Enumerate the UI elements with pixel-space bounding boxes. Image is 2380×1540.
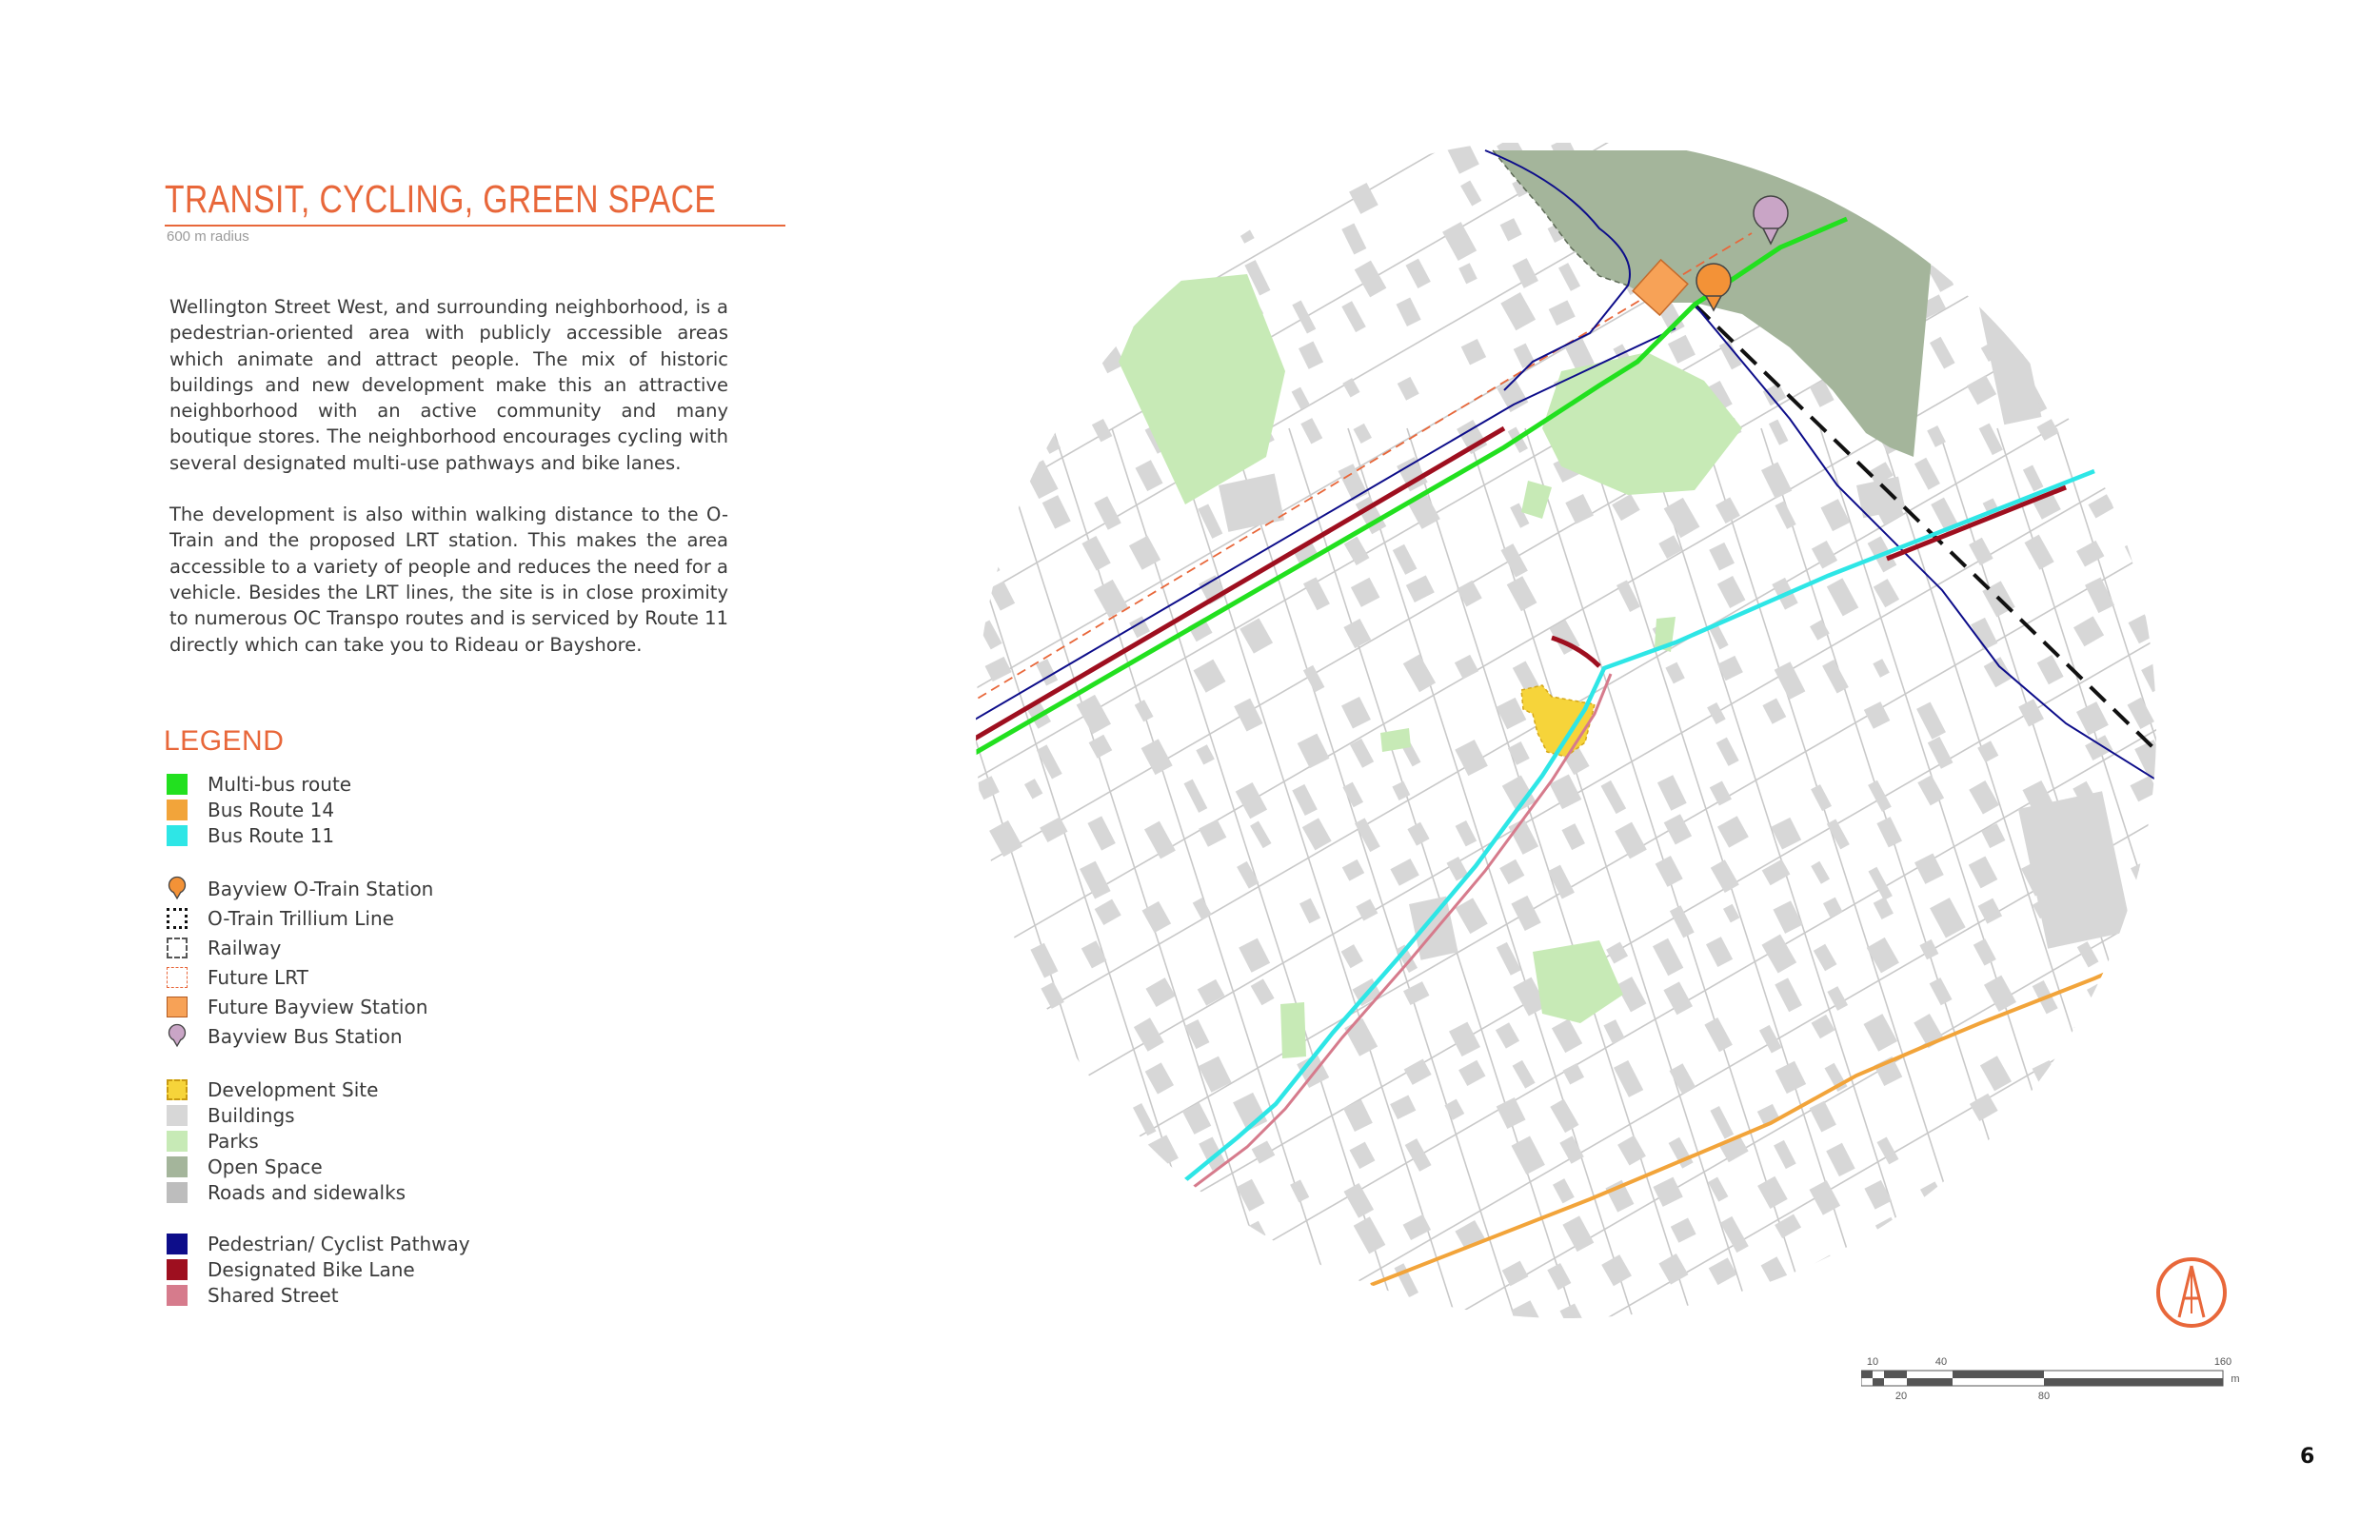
building xyxy=(2178,547,2190,572)
building xyxy=(1932,1218,1958,1254)
building xyxy=(1915,227,1938,257)
legend-label: Parks xyxy=(208,1129,259,1153)
pin-icon xyxy=(167,1026,188,1047)
legend-label: Shared Street xyxy=(208,1283,339,1307)
building xyxy=(1180,1264,1210,1300)
legend-item xyxy=(167,1179,470,1205)
building xyxy=(2077,1179,2098,1200)
building xyxy=(1040,1294,1068,1323)
page-subtitle: 600 m radius xyxy=(167,228,249,245)
building xyxy=(1079,1261,1104,1295)
building xyxy=(1142,1298,1169,1329)
building xyxy=(2087,984,2113,1019)
building xyxy=(1197,182,1216,205)
legend-label: Railway xyxy=(208,936,282,959)
building xyxy=(1040,1222,1068,1257)
building xyxy=(984,1302,1007,1327)
building xyxy=(2136,1146,2160,1176)
legend-label: Multi-bus route xyxy=(208,772,352,796)
building xyxy=(1130,1261,1152,1286)
building xyxy=(1292,143,1321,164)
scale-label-40: 40 xyxy=(1934,1356,1948,1368)
building xyxy=(1876,1296,1906,1325)
page-title: TRANSIT, CYCLING, GREEN SPACE xyxy=(165,177,717,221)
scale-unit: m xyxy=(2231,1373,2240,1385)
building xyxy=(1244,176,1277,213)
scale-segment xyxy=(1873,1378,1884,1386)
scale-bar xyxy=(1861,1350,2261,1407)
legend-label: Future Bayview Station xyxy=(208,995,428,1018)
building xyxy=(2129,1179,2154,1203)
north-arrow xyxy=(2153,1254,2230,1331)
building xyxy=(1199,1295,1225,1328)
site-map xyxy=(971,143,2190,1333)
legend-swatch xyxy=(167,1182,188,1203)
legend-label: Bus Route 11 xyxy=(208,823,335,847)
legend-swatch xyxy=(167,1234,188,1254)
legend-label: Development Site xyxy=(208,1077,379,1101)
building xyxy=(2188,254,2190,279)
building xyxy=(988,258,1014,283)
legend-item xyxy=(167,962,470,992)
building xyxy=(2022,1176,2050,1202)
legend-group xyxy=(167,874,470,1051)
legend-swatch xyxy=(167,1131,188,1152)
building xyxy=(1246,1293,1276,1326)
building xyxy=(2083,334,2115,370)
building xyxy=(1039,337,1065,367)
building xyxy=(2128,1017,2159,1054)
building xyxy=(2140,1054,2172,1087)
building xyxy=(2130,384,2162,423)
building-large xyxy=(1114,230,1159,275)
building xyxy=(1029,382,1047,405)
building xyxy=(1355,1306,1372,1326)
building xyxy=(2127,465,2155,501)
legend-swatch xyxy=(167,1259,188,1280)
building xyxy=(1194,1225,1214,1253)
building xyxy=(1027,1019,1056,1052)
description-paragraph-2: The development is also within walking distance to the O-Train and the proposed LRT station. This makes the area accessible to a variety of people and reduces the need for a vehicle. Besides the LRT lines, the site is in close proximity to numerous OC Transpo routes and is serviced by Route 11 directly which can take you to Rideau or Bayshore. xyxy=(169,503,729,656)
building xyxy=(983,417,1009,445)
scale-label-80: 80 xyxy=(2037,1391,2051,1402)
building xyxy=(2182,940,2190,970)
legend-label: Designated Bike Lane xyxy=(208,1257,415,1281)
building xyxy=(1867,143,1895,165)
building xyxy=(2089,1136,2114,1160)
building xyxy=(1141,254,1172,287)
legend-item xyxy=(167,1256,470,1282)
legend-label: Pedestrian/ Cyclist Pathway xyxy=(208,1232,470,1255)
building xyxy=(1082,304,1102,327)
building xyxy=(2139,902,2160,924)
legend-label: Bayview O-Train Station xyxy=(208,877,434,900)
legend-swatch xyxy=(167,1105,188,1126)
building xyxy=(974,378,1002,411)
legend-item xyxy=(167,1102,470,1128)
legend-item xyxy=(167,1154,470,1179)
scale-segment xyxy=(2044,1378,2223,1386)
legend-item xyxy=(167,1076,470,1102)
legend-label: Bus Route 14 xyxy=(208,798,335,821)
legend-item xyxy=(167,822,470,848)
building xyxy=(2182,384,2190,421)
legend xyxy=(167,771,470,1333)
building xyxy=(1030,143,1060,174)
building xyxy=(2034,339,2065,376)
legend-item xyxy=(167,1128,470,1154)
building xyxy=(2130,224,2149,245)
building xyxy=(1918,1265,1944,1297)
building xyxy=(1027,297,1059,329)
legend-group xyxy=(167,1231,470,1308)
legend-swatch xyxy=(167,800,188,820)
legend-label: Future LRT xyxy=(208,965,308,989)
building xyxy=(1969,218,1993,241)
building xyxy=(1863,1256,1894,1289)
building xyxy=(1302,1297,1336,1333)
building xyxy=(978,457,1002,488)
scale-label-160: 160 xyxy=(2213,1356,2232,1368)
building xyxy=(2020,1105,2040,1129)
scale-segment xyxy=(1953,1371,2044,1378)
building xyxy=(1090,172,1118,199)
building xyxy=(2130,944,2149,968)
building xyxy=(1140,182,1170,212)
legend-swatch xyxy=(167,908,188,929)
legend-label: Open Space xyxy=(208,1155,323,1178)
legend-item xyxy=(167,1021,470,1051)
scale-segment xyxy=(1884,1371,1907,1378)
building xyxy=(1979,1220,2001,1249)
building xyxy=(2034,1139,2056,1164)
building xyxy=(2076,298,2093,319)
building xyxy=(2189,1135,2190,1165)
building xyxy=(1136,143,1162,168)
building xyxy=(2089,1303,2116,1333)
building xyxy=(2124,1261,2141,1282)
building xyxy=(2076,1096,2102,1123)
building xyxy=(1967,1259,1987,1285)
description-paragraph-1: Wellington Street West, and surrounding neighborhood, is a pedestrian-oriented area with publicly accessible areas which animate and attract people. The mix of historic buildings and new development make this an attractive neighborhood with an active community and many boutique stores. The neighborhood encourages cycling with several designated multi-use pathways and bike lanes. xyxy=(169,296,728,474)
building xyxy=(971,146,996,177)
legend-item xyxy=(167,1231,470,1256)
building xyxy=(1822,1300,1843,1322)
building xyxy=(1026,225,1057,261)
building xyxy=(974,542,1001,576)
building xyxy=(978,216,1008,250)
legend-item xyxy=(167,903,470,933)
building xyxy=(2025,296,2053,323)
building xyxy=(1403,1305,1426,1333)
building xyxy=(2137,504,2162,539)
building xyxy=(1981,188,1999,210)
building xyxy=(2180,464,2190,496)
building xyxy=(1082,143,1109,157)
legend-swatch xyxy=(167,1079,188,1100)
building xyxy=(2138,416,2162,441)
legend-item xyxy=(167,992,470,1021)
building xyxy=(2181,1017,2191,1052)
building xyxy=(973,1099,996,1131)
legend-swatch xyxy=(167,967,188,988)
pin-icon xyxy=(167,879,188,899)
legend-title: LEGEND xyxy=(164,725,285,757)
building xyxy=(2177,143,2190,163)
building xyxy=(1236,143,1259,162)
building xyxy=(2025,143,2050,162)
legend-swatch xyxy=(167,1156,188,1177)
building xyxy=(2188,904,2190,933)
legend-item xyxy=(167,797,470,822)
building xyxy=(1967,143,1989,166)
building xyxy=(2077,384,2095,404)
building xyxy=(1977,261,2011,297)
scale-segment xyxy=(1861,1371,1873,1378)
building xyxy=(1076,1105,1099,1136)
building xyxy=(2176,697,2190,733)
building xyxy=(1285,1263,1313,1298)
scale-segment xyxy=(1907,1378,1953,1386)
legend-label: Buildings xyxy=(208,1103,295,1127)
building xyxy=(1092,1297,1124,1333)
building xyxy=(1130,1177,1151,1198)
building xyxy=(2084,262,2101,282)
scale-label-20: 20 xyxy=(1894,1391,1908,1402)
building xyxy=(2182,620,2190,656)
building xyxy=(986,498,1008,523)
legend-item xyxy=(167,1282,470,1308)
building xyxy=(2129,1098,2155,1133)
building xyxy=(985,339,1006,362)
building xyxy=(2180,220,2190,251)
legend-item xyxy=(167,874,470,903)
building xyxy=(1088,1224,1114,1258)
building xyxy=(1341,143,1367,168)
building xyxy=(977,940,1003,975)
legend-item xyxy=(167,771,470,797)
building xyxy=(1030,1257,1055,1285)
legend-swatch xyxy=(167,938,188,958)
description xyxy=(169,294,728,683)
building xyxy=(2031,255,2060,287)
legend-swatch xyxy=(167,1285,188,1306)
building xyxy=(1041,1063,1066,1092)
building xyxy=(2074,1017,2105,1049)
building xyxy=(2084,1056,2112,1091)
street xyxy=(2174,428,2190,1333)
building xyxy=(1185,145,1213,180)
building xyxy=(1090,1146,1115,1180)
building xyxy=(2181,1177,2190,1207)
page-number: 6 xyxy=(2300,1445,2315,1469)
legend-label: O-Train Trillium Line xyxy=(208,906,394,930)
scale-label-10: 10 xyxy=(1866,1356,1879,1368)
building xyxy=(2139,263,2166,294)
building xyxy=(1038,1142,1070,1180)
legend-group xyxy=(167,1076,470,1205)
building xyxy=(985,182,1013,214)
building xyxy=(1025,1179,1050,1214)
building xyxy=(2181,858,2190,897)
building xyxy=(2083,1218,2115,1256)
park-small-3 xyxy=(1280,1002,1306,1058)
title-divider xyxy=(165,225,785,227)
building xyxy=(1875,176,1909,213)
building xyxy=(1720,1300,1741,1324)
building xyxy=(978,302,1007,339)
legend-label: Roads and sidewalks xyxy=(208,1180,407,1204)
building xyxy=(2181,778,2190,807)
building xyxy=(975,1014,1007,1051)
legend-group xyxy=(167,771,470,848)
legend-item xyxy=(167,933,470,962)
building xyxy=(2030,184,2046,203)
building xyxy=(989,1056,1018,1089)
legend-swatch xyxy=(167,774,188,795)
legend-swatch xyxy=(167,825,188,846)
building xyxy=(2189,658,2191,681)
legend-label: Bayview Bus Station xyxy=(208,1024,403,1048)
building xyxy=(978,1260,1011,1297)
legend-swatch xyxy=(167,997,188,1017)
building xyxy=(2135,1218,2156,1240)
building xyxy=(2138,182,2158,203)
